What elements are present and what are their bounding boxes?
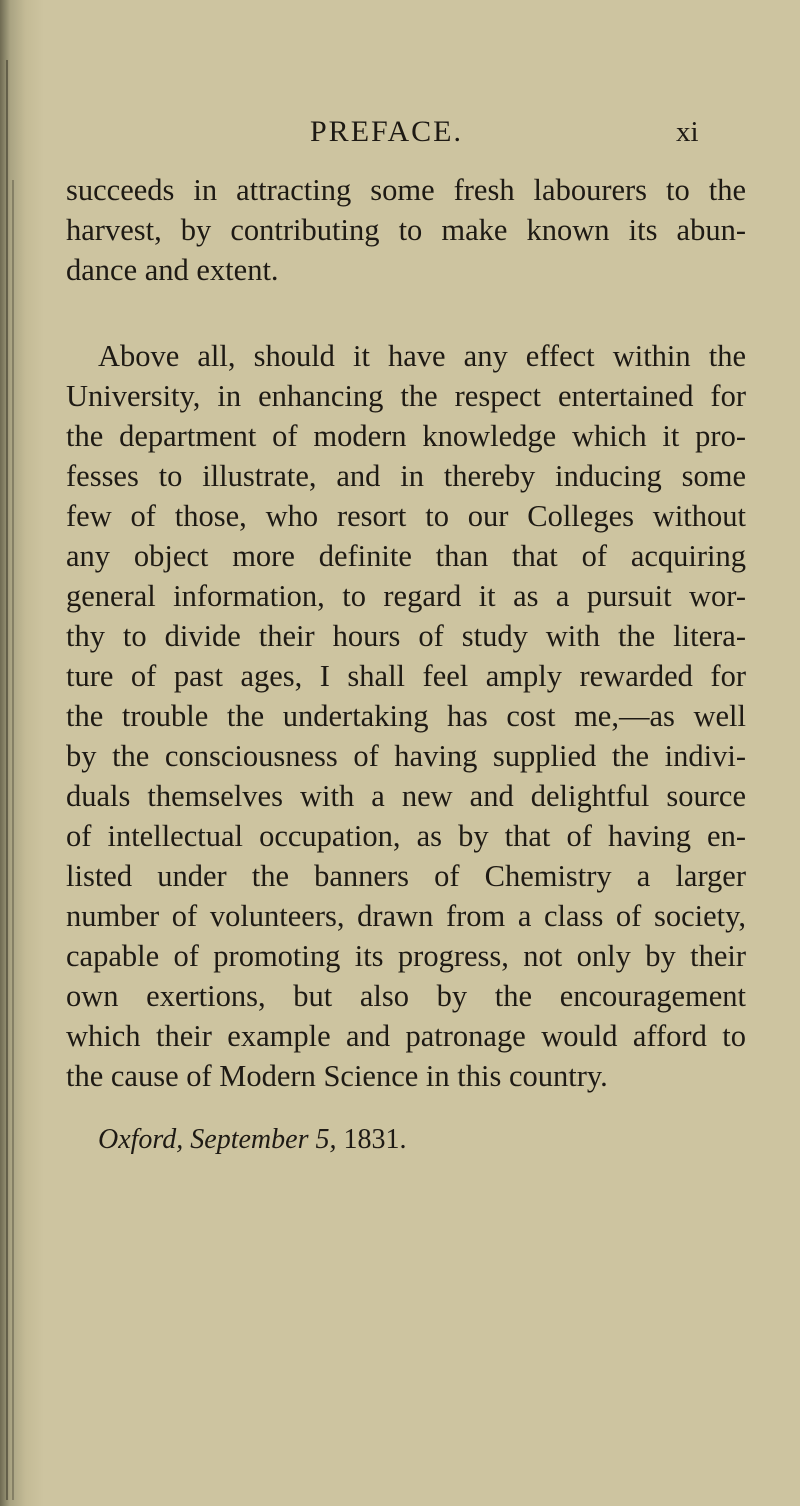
text-line: the trouble the undertaking has cost me,—as well <box>66 699 746 733</box>
text-line: listed under the banners of Chemistry a larger <box>66 859 746 893</box>
text-line: succeeds in attracting some fresh labourers to the <box>66 173 746 207</box>
text-line: thy to divide their hours of study with the litera- <box>66 619 746 653</box>
text-line: duals themselves with a new and delightful source <box>66 779 746 813</box>
running-head-title: PREFACE. <box>310 115 463 148</box>
signature-year: 1831. <box>343 1124 407 1155</box>
signature-dateline <box>98 1120 406 1160</box>
text-line: general information, to regard it as a pursuit wor- <box>66 579 746 613</box>
text-line: University, in enhancing the respect entertained for <box>66 379 746 413</box>
page-number: xi <box>676 116 699 148</box>
text-line: number of volunteers, drawn from a class of society, <box>66 899 746 933</box>
text-line: of intellectual occupation, as by that of having en- <box>66 819 746 853</box>
text-line: own exertions, but also by the encouragement <box>66 979 746 1013</box>
running-head <box>0 112 800 152</box>
signature-place-date: Oxford, September 5, <box>98 1124 337 1155</box>
text-line: few of those, who resort to our Colleges without <box>66 499 746 533</box>
text-line: capable of promoting its progress, not only by their <box>66 939 746 973</box>
text-line: the cause of Modern Science in this country. <box>66 1059 608 1093</box>
text-line: dance and extent. <box>66 253 279 287</box>
gutter-edge-line <box>6 60 8 1500</box>
gutter-edge-line <box>12 180 14 1500</box>
text-line: any object more definite than that of acquiring <box>66 539 746 573</box>
text-line: which their example and patronage would afford to <box>66 1019 746 1053</box>
text-line: harvest, by contributing to make known its abun- <box>66 213 746 247</box>
text-line: the department of modern knowledge which it pro- <box>66 419 746 453</box>
text-line: ture of past ages, I shall feel amply rewarded for <box>66 659 746 693</box>
text-line: fesses to illustrate, and in thereby inducing some <box>66 459 746 493</box>
text-line: by the consciousness of having supplied the indivi- <box>66 739 746 773</box>
page-gutter-shadow <box>0 0 44 1506</box>
text-line: Above all, should it have any effect within the <box>98 339 746 373</box>
